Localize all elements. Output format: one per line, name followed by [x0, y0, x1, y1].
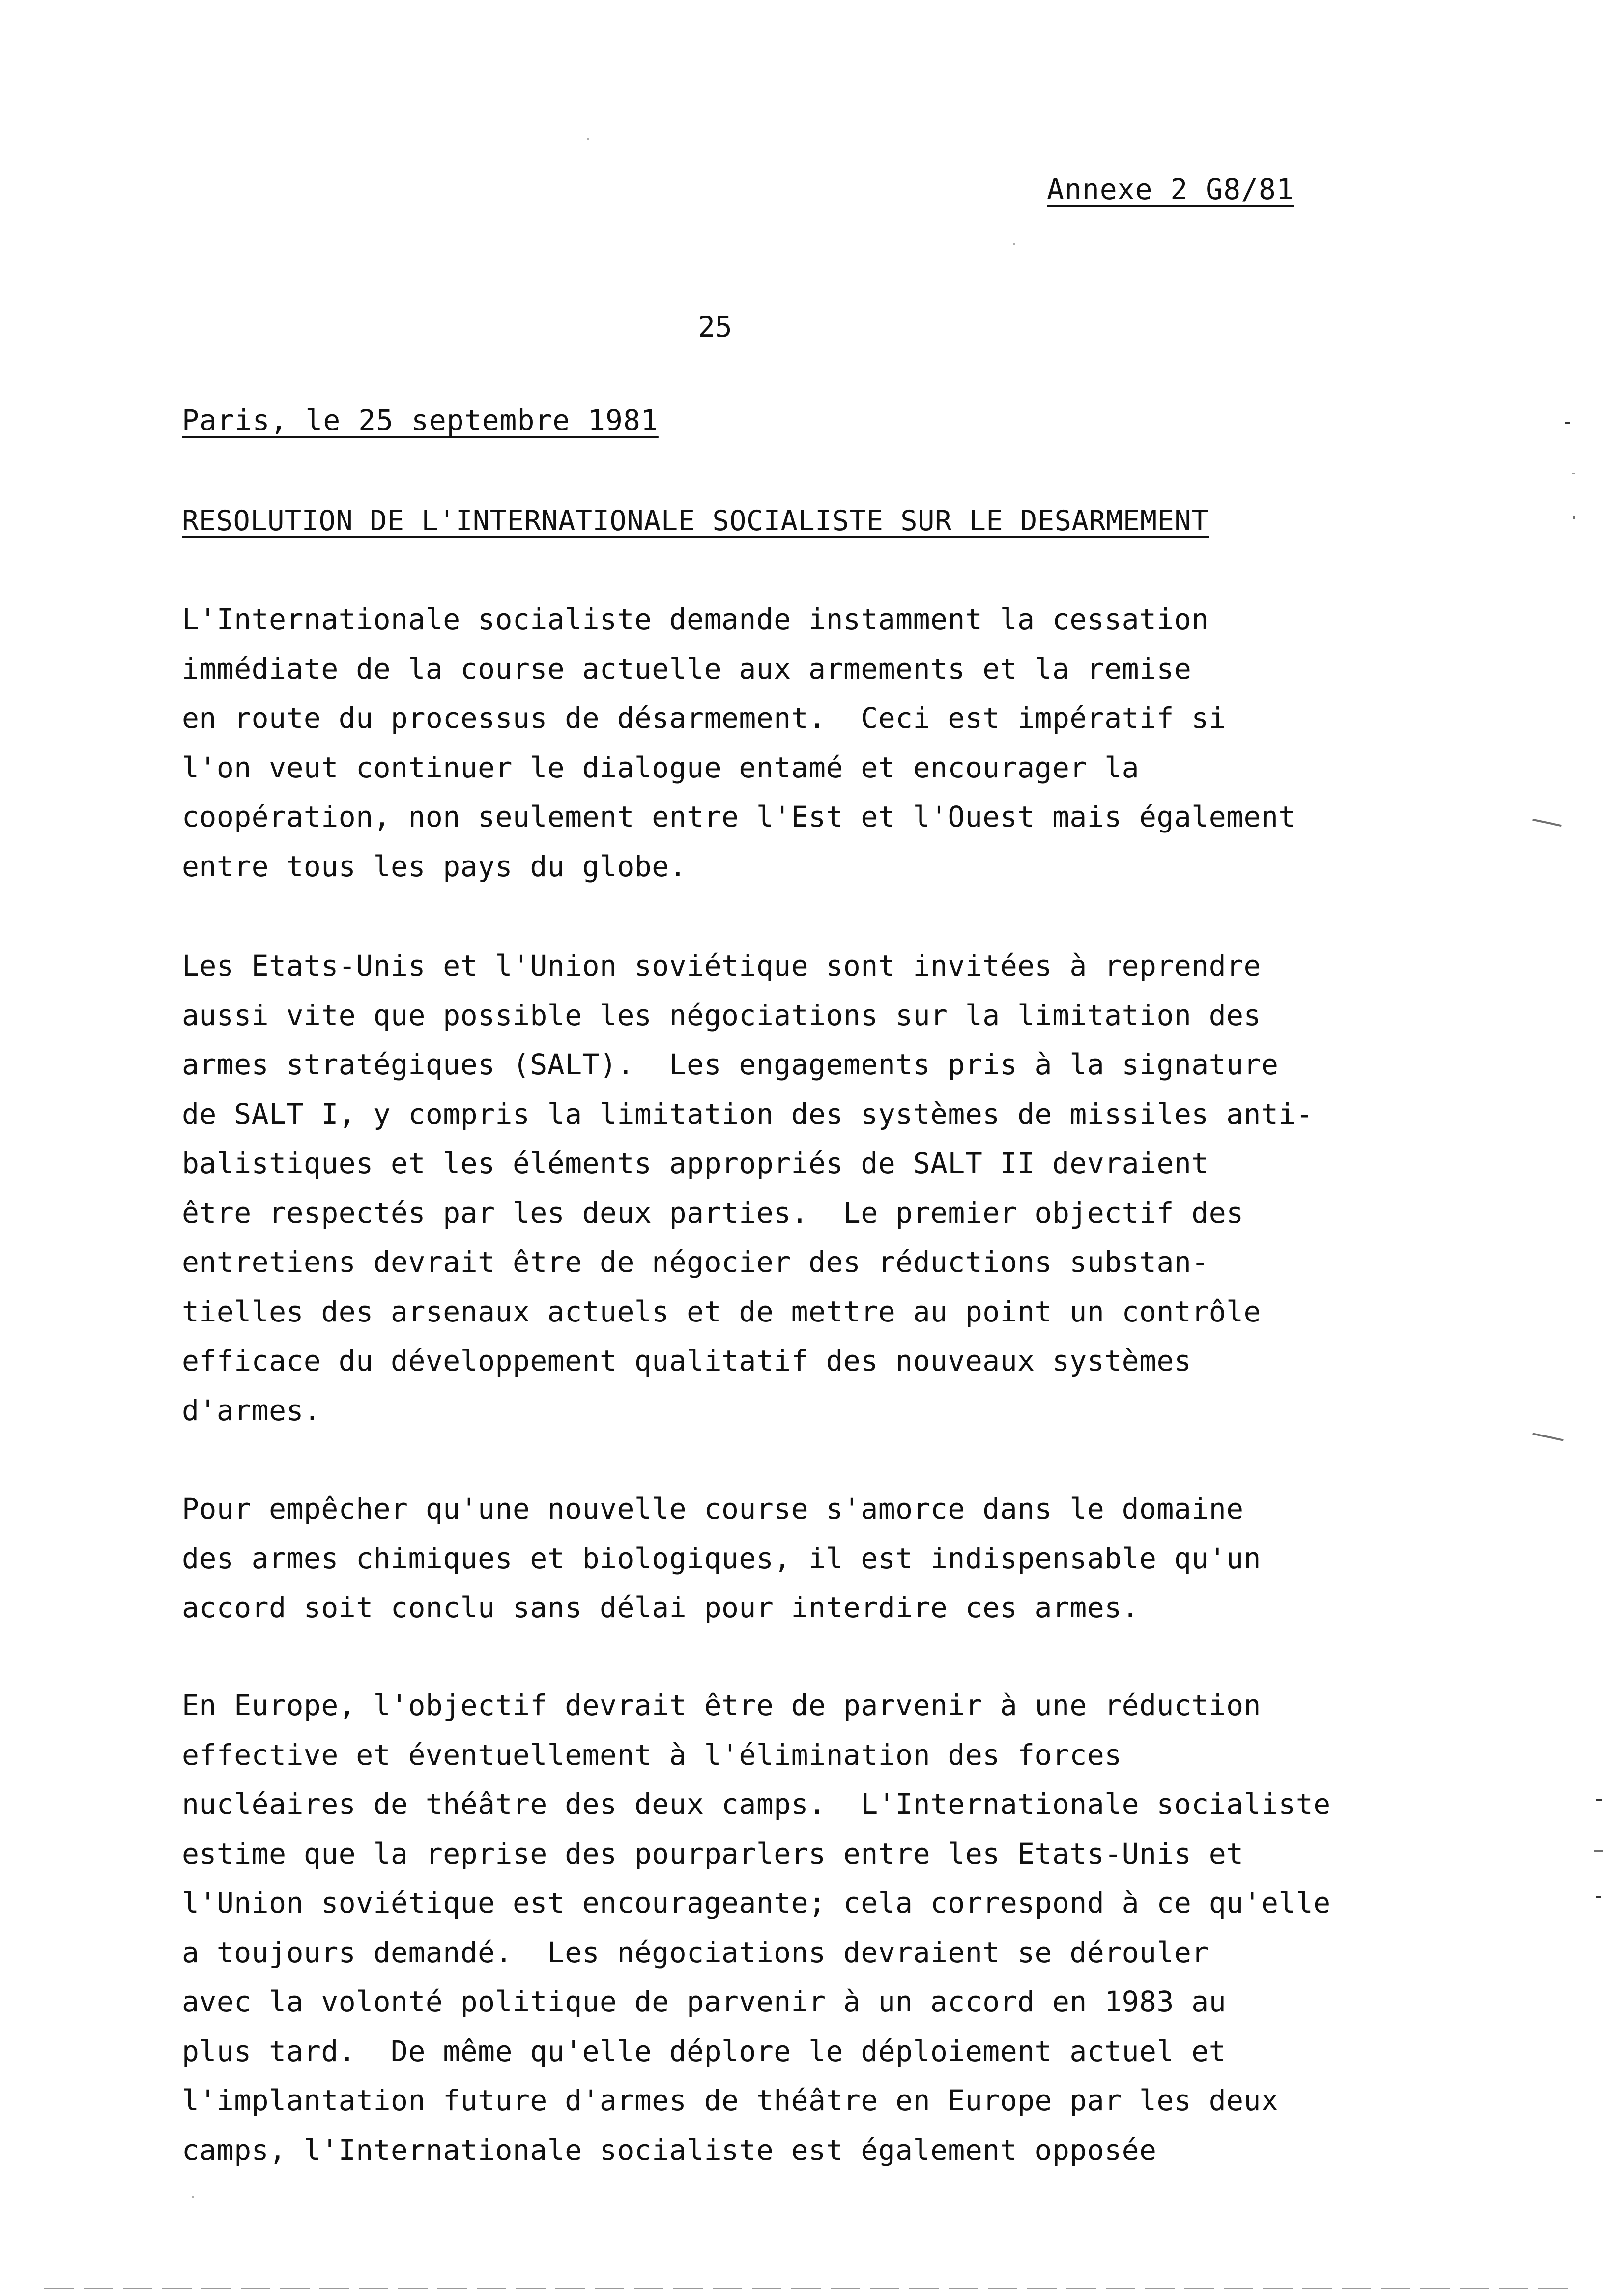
margin-mark	[1532, 819, 1562, 827]
margin-mark	[1594, 1850, 1603, 1852]
dateline: Paris, le 25 septembre 1981	[182, 403, 659, 437]
margin-mark	[1596, 1799, 1602, 1801]
body-paragraph-2: Les Etats-Unis et l'Union soviétique sont invitées à reprendre aussi vite que possible les négociations sur la limitation des armes stratégiques (SALT). Les engagements pris à la signature de SALT I, y compris la limitation des systèmes de missiles anti- balistiques et les éléments appropriés de SALT II devraient être respectés par les deux parties. Le premier objectif des entretiens devrait être de négocier des réductions substan- tielles des arsenaux actuels et de mettre au point un contrôle efficace du développement qualitatif des nouveaux systèmes d'armes.	[182, 949, 1314, 1427]
margin-mark	[587, 138, 589, 140]
margin-mark	[1572, 473, 1575, 474]
margin-mark	[192, 2196, 194, 2198]
resolution-title: RESOLUTION DE L'INTERNATIONALE SOCIALISTE SUR LE DESARMEMENT	[182, 505, 1209, 537]
body-paragraph-3: Pour empêcher qu'une nouvelle course s'amorce dans le domaine des armes chimiques et biologiques, il est indispensable qu'un accord soit conclu sans délai pour interdire ces armes.	[182, 1492, 1261, 1624]
body-paragraph-4: En Europe, l'objectif devrait être de parvenir à une réduction effective et éventuellement à l'élimination des forces nucléaires de théâtre des deux camps. L'Internationale socialiste estime que la reprise des pourparlers entre les Etats-Unis et l'Union soviétique est encourageante; cela correspond à ce qu'elle a toujours demandé. Les négociations devraient se dérouler avec la volonté politique de parvenir à un accord en 1983 au plus tard. De même qu'elle déplore le déploiement actuel et l'implantation future d'armes de théâtre en Europe par les deux camps, l'Internationale socialiste est également opposée	[182, 1689, 1331, 2167]
margin-mark	[1013, 243, 1015, 245]
page-number: 25	[698, 310, 732, 344]
scan-edge-line	[44, 2288, 1568, 2289]
margin-mark	[1565, 422, 1570, 424]
margin-mark	[1532, 1433, 1563, 1441]
body-paragraph-1: L'Internationale socialiste demande instamment la cessation immédiate de la course actuelle aux armements et la remise en route du processus de désarmement. Ceci est impératif si l'on veut continuer le dialogue entamé et encourager la coopération, non seulement entre l'Est et l'Ouest mais également entre tous les pays du globe.	[182, 603, 1296, 883]
annex-reference: Annexe 2 G8/81	[1047, 172, 1294, 206]
margin-mark	[1596, 1896, 1601, 1898]
margin-mark	[1573, 516, 1575, 519]
